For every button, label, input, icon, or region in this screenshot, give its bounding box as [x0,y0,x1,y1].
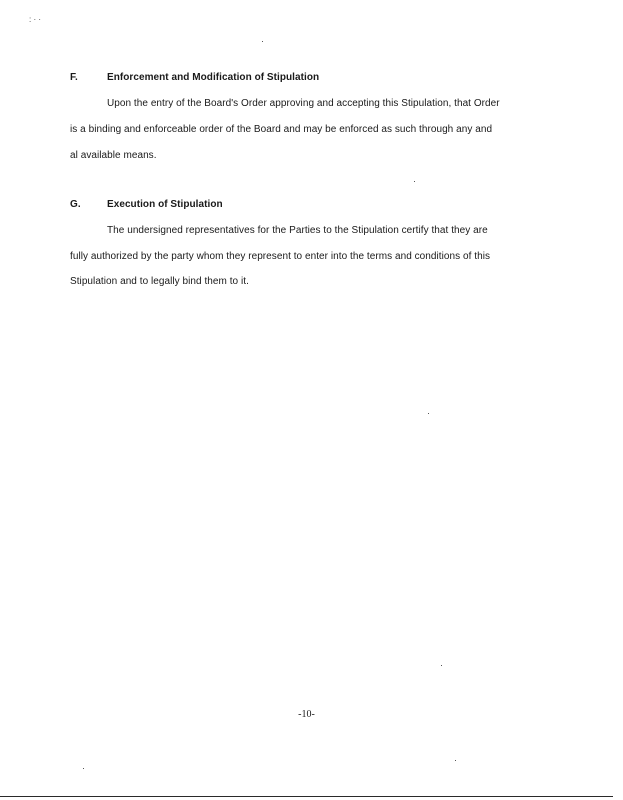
scan-speck [262,41,263,42]
section-f-line: is a binding and enforceable order of the Board and may be enforced as such through any and [70,124,493,135]
section-g-line: Stipulation and to legally bind them to it. [70,276,249,287]
section-g-title: Execution of Stipulation [107,199,223,210]
header-scan-marks: : · · [29,15,41,24]
scan-speck [455,760,456,761]
section-f-title: Enforcement and Modification of Stipulation [107,72,320,83]
page-number: -10- [298,709,315,720]
section-g-line: The undersigned representatives for the Parties to the Stipulation certify that they are [107,225,488,236]
scan-edge-line [0,796,613,797]
section-g-line: fully authorized by the party whom they represent to enter into the terms and conditions of this [70,251,491,262]
section-f-letter: F. [70,72,78,83]
section-f-line: Upon the entry of the Board's Order approving and accepting this Stipulation, that Order [107,98,500,109]
section-g-letter: G. [70,199,81,210]
scan-speck [414,181,415,182]
scan-speck [428,413,429,414]
section-f-line: al available means. [70,150,157,161]
scan-speck [441,665,442,666]
scan-speck [83,768,84,769]
